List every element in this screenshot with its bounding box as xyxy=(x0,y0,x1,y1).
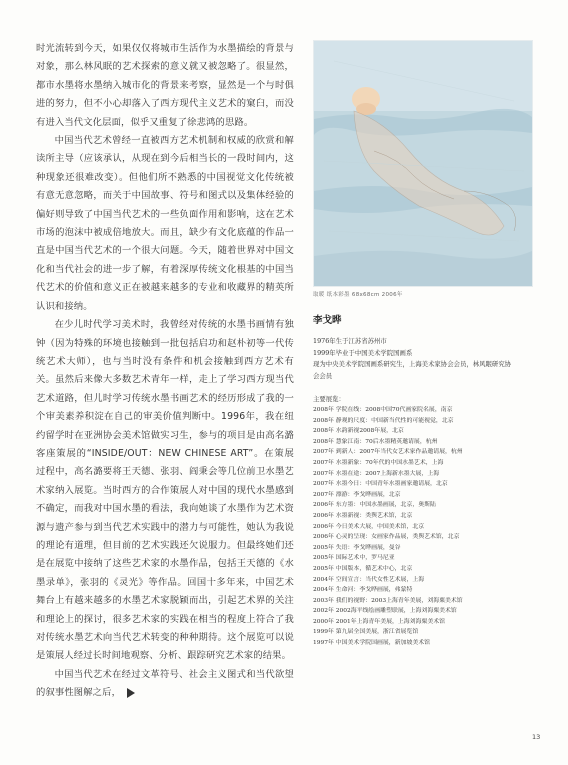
exhibition-item: 1997年 中国美术学院国画展，新加坡美术馆 xyxy=(313,640,431,647)
article-column xyxy=(36,40,294,703)
exhibition-item: 2005年 中国版本，循艺术中心，北京 xyxy=(313,565,413,572)
exhibition-item: 2006年 水墨新视：类舆艺术馆，北京 xyxy=(313,512,413,519)
painting-image xyxy=(313,40,533,287)
exhibition-item: 1999年 第九届全国美展，浙江省展览馆 xyxy=(313,629,419,636)
exhibition-item: 2007年 水墨新象：70年代的中国水墨艺术，上海 xyxy=(313,459,444,466)
bio-line: 1999年毕业于中国美术学院国画系 xyxy=(313,348,413,357)
exhibition-item: 2006年 心灵的呈现：女画家作品展，类舆艺术馆，北京 xyxy=(313,534,460,541)
exhibition-item: 2004年 空间宣言：当代女性艺术展，上海 xyxy=(313,576,425,583)
exhibition-item: 2006年 今日美术大展，中国美术馆，北京 xyxy=(313,523,425,530)
exhibition-item: 2008年 学院在线：2008中国70代画家院名展，南京 xyxy=(313,407,453,413)
article-paragraph-3: 在少儿时代学习美术时，我曾经对传统的水墨书画情有独钟（因为特殊的环境也接触到一批包括启功和赵朴初等一代传统艺术大师），也与当时没有条件和机会接触到西方艺术有关。虽然后来像大多数艺术青年一样，走上了学习西方现当代艺术道路，但儿时学习传统水墨书画艺术的经历形成了我的一个审美素养积淀在自己的审美价值判断中。1996年，我在纽约留学时在亚洲协会美术馆做实习生，参与的项目是由高名潞客座策展的“INSIDE/OUT：NEW CHINESE ART”。在策展过程中，高名潞要将王天德、张羽、阎秉会等几位前卫水墨艺术家纳入展览。当时西方的合作策展人对中国的现代水墨感到不确定，而我对中国水墨的看法，我向她谈了水墨作为艺术资源与遗产参与到当代艺术实践中的潜力与可能性，她认为我说的理论有道理，但目前的艺术实践还欠说服力。但最终她们还是在展览中接纳了这些艺术家的水墨作品，包括王天德的《水墨录单》，张羽的《灵光》等作品。回国十多年来，中国艺术舞台上有越来越多的水墨艺术家脱颖而出，引起艺术界的关注和理论上的探讨，很多艺术家的实践在相当的程度上符合了我对传统水墨艺术向当代艺术转变的种种期待。这个展览可以说是策展人经过长时间地观察、分析、跟踪研究艺术家的结果。 xyxy=(36,319,294,662)
exhibition-item: 2008年 静观的尺度：中国新当代性的可能视觉，北京 xyxy=(313,417,454,424)
exhibition-item: 2002年 2002海平线绘画雕塑联展，上海刘海粟美术馆 xyxy=(313,608,457,615)
continue-arrow-icon xyxy=(127,688,135,698)
bio-lines xyxy=(313,336,543,382)
page-number: 13 xyxy=(532,733,541,741)
article-paragraph-1: 时光流转到今天，如果仅仅将城市生活作为水墨描绘的背景与对象，那么林风眠的艺术探索的意义就又被忽略了。很显然，都市水墨将水墨纳入城市化的背景来考察，显然是一个与时俱进的努力，但不小心却落入了西方现代主义艺术的窠臼，而没有进入当代文化层面，似乎又重复了徐悲鸿的思路。 xyxy=(36,43,294,128)
exhibition-item: 2008年 水韵新视2008年展，北京 xyxy=(313,428,404,435)
article-paragraph-4-text: 中国当代艺术在经过文革符号、社会主义图式和当代欲望的叙事性图解之后， xyxy=(36,668,294,699)
exhibitions-heading: 主要展览： xyxy=(313,395,345,403)
exhibition-item: 2007年 水墨在途：2007上海新水墨大展，上海 xyxy=(313,470,440,477)
exhibition-item: 2007年 漂游：李戈晔画展，北京 xyxy=(313,491,401,498)
bio-line: 现为中央美术学院国画系研究生，上海美术家协会会员，林风眠研究协 xyxy=(313,360,512,368)
article-paragraph-2: 中国当代艺术曾经一直被西方艺术机制和权威的欣赏和解读所主导（应该承认，从现在到今后相当长的一段时间内，这种现象还很难改变）。但他们所不熟悉的中国视觉文化传统被有意无意忽略，而关于中国故事、符号和图式以及集体经验的偏好则导致了中国当代艺术的一些负面作用和影响，这在艺术市场的泡沫中被成倍地放大。而且，缺少有文化底蕴的作品一直是中国当代艺术的一个很大问题。今天，随着世界对中国文化和当代社会的进一步了解，有着深厚传统文化根基的中国当代艺术的价值和意义正在被越来越多的专业和收藏界的精英所认识和接纳。 xyxy=(36,135,294,312)
exhibition-item: 2000年 2001年上海青年美展，上海刘海粟美术馆 xyxy=(313,618,445,625)
exhibition-item: 2006年 东方墨：中国水墨画展，北京，奥斯陆 xyxy=(313,502,436,509)
bio-line: 会会员 xyxy=(313,371,333,380)
exhibitions-list xyxy=(313,405,543,649)
exhibition-item: 2007年 到新人：2007年当代女艺术家作品邀请展，杭州 xyxy=(313,449,463,456)
exhibition-item: 2003年 我们的视野：2003上海青年美展，刘海粟美术馆 xyxy=(313,597,463,604)
exhibition-item: 2005年 失语：李戈晔画展，曼谷 xyxy=(313,544,401,551)
exhibition-item: 2007年 水墨今日：中国青年水墨画家邀请展，北京 xyxy=(313,481,448,488)
bio-line: 1976年生于江苏省苏州市 xyxy=(313,337,387,345)
article-paragraph-4 xyxy=(36,666,294,703)
painting-caption: 取暖 纸本彩墨 68x68cm 2006年 xyxy=(313,292,403,298)
artist-name: 李戈晔 xyxy=(313,315,342,326)
exhibition-item: 2004年 生命河：李戈晔画展，弗蒙特 xyxy=(313,587,413,594)
exhibition-item: 2008年 慧象江南：70后水墨精英邀请展，杭州 xyxy=(313,438,438,445)
artist-bio xyxy=(313,312,543,649)
painting-artwork xyxy=(314,41,532,286)
exhibition-item: 2005年 国际艺术中，罗马尼亚 xyxy=(313,555,395,562)
